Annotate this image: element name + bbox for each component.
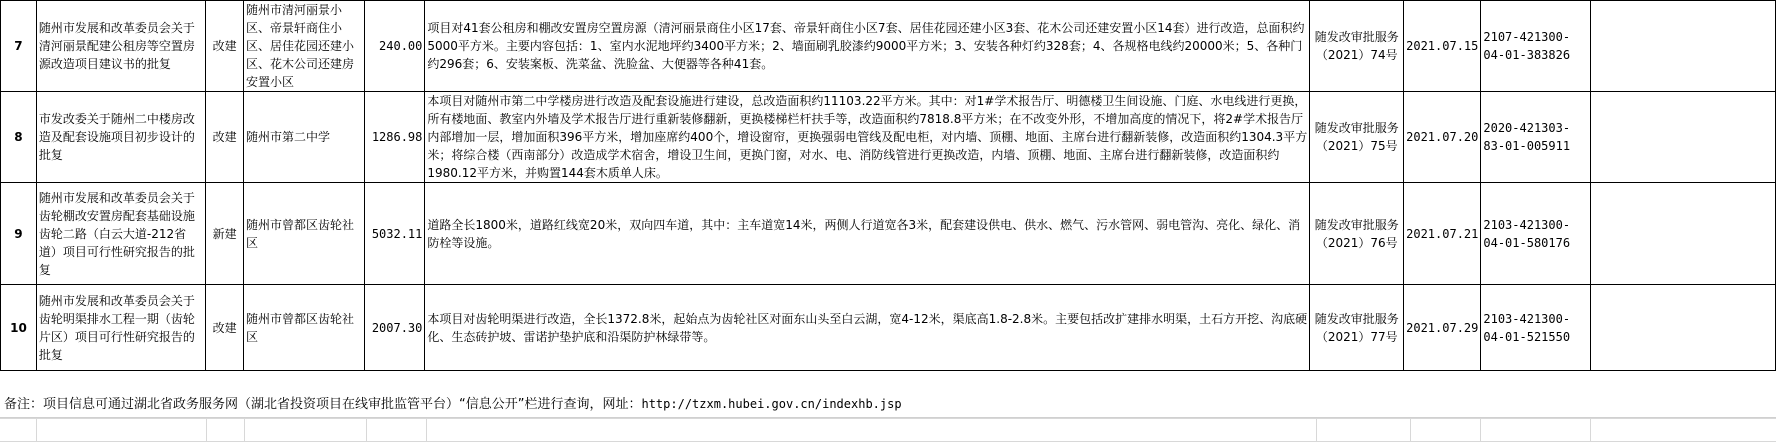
construction-type-cell[interactable]: 新建 (206, 183, 244, 285)
content-cell[interactable]: 本项目对齿轮明渠进行改造，全长1372.8米，起始点为齿轮社区对面东山头至白云湖，宽4-12米，渠底高1.8-2.8米。主要包括改扩建排水明渠，土石方开挖、沟底硬化、生态砖护坡、雷诺护垫护底和沿渠防护林绿带等。 (425, 285, 1310, 371)
row-number: 7 (1, 1, 37, 92)
sheet-gridline (36, 418, 37, 442)
sheet-gridline (1590, 418, 1591, 442)
project-code-cell[interactable]: 2103-421300-04-01-580176 (1481, 183, 1591, 285)
project-code-cell[interactable]: 2020-421303-83-01-005911 (1481, 92, 1591, 183)
table-row (1, 183, 1776, 285)
construction-type-cell[interactable]: 改建 (206, 1, 244, 92)
sheet-gridline (206, 418, 207, 442)
investment-cell[interactable]: 1286.98 (365, 92, 425, 183)
sheet-gridline (0, 418, 1776, 419)
content-cell[interactable]: 道路全长1800米，道路红线宽20米，双向四车道，其中：主车道宽14米，两侧人行道宽各3米，配套建设供电、供水、燃气、污水管网、弱电管沟、亮化、绿化、消防栓等设施。 (425, 183, 1310, 285)
empty-cell[interactable] (1591, 285, 1776, 371)
content-cell[interactable]: 项目对41套公租房和棚改安置房空置房源（清河丽景商住小区17套、帝景轩商住小区7套、居佳花园还建小区3套、花木公司还建安置小区14套）进行改造，总面积约5000平方米。主要内容包括：1、室内水泥地坪约3400平方米；2、墙面刷乳胶漆约9000平方米；3、安装各种灯约328套；4、各规格电线约20000米；5、各种门约296套；6、安装案板、洗菜盆、洗脸盆、大便器等各种41套。 (425, 1, 1310, 92)
table-row (1, 1, 1776, 92)
investment-cell[interactable]: 5032.11 (365, 183, 425, 285)
table-row (1, 92, 1776, 183)
project-name-cell[interactable]: 随州市发展和改革委员会关于清河丽景配建公租房等空置房源改造项目建议书的批复 (36, 1, 205, 92)
approval-date-cell[interactable]: 2021.07.29 (1404, 285, 1481, 371)
sheet-gridline (1410, 418, 1411, 442)
empty-cell[interactable] (1591, 183, 1776, 285)
remarks-url[interactable]: http://tzxm.hubei.gov.cn/indexhb.jsp (641, 397, 902, 411)
project-code-cell[interactable]: 2107-421300-04-01-383826 (1481, 1, 1591, 92)
project-name-cell[interactable]: 随州市发展和改革委员会关于齿轮棚改安置房配套基础设施齿轮二路（白云大道-212省道）项目可行性研究报告的批复 (36, 183, 205, 285)
project-name-cell[interactable]: 随州市发展和改革委员会关于齿轮明渠排水工程一期（齿轮片区）项目可行性研究报告的批复 (36, 285, 205, 371)
content-cell[interactable]: 本项目对随州市第二中学楼房进行改造及配套设施进行建设，总改造面积约11103.22平方米。其中：对1#学术报告厅、明德楼卫生间设施、门庭、水电线进行更换，所有楼地面、教室内外墙及学术报告厅进行重新装修翻新，更换楼梯栏杆扶手等，改造面积约7818.8平方米；在不改变外形，不增加高度的情况下，将2#学术报告厅内部增加一层，增加面积396平方米，增加座席约400个，增设窗帘，更换强弱电管线及配电柜，对内墙、顶棚、地面、主席台进行翻新装修，改造面积约1304.3平方米；将综合楼（西南部分）改造成学术宿舍，增设卫生间，更换门窗，对水、电、消防线管进行更换改造，内墙、顶棚、地面、主席台进行翻新装修，改造面积约1980.12平方米，并购置144套木质单人床。 (425, 92, 1310, 183)
sheet-gridline (244, 418, 245, 442)
location-cell[interactable]: 随州市曾都区齿轮社区 (244, 285, 365, 371)
project-name-cell[interactable]: 市发改委关于随州二中楼房改造及配套设施项目初步设计的批复 (36, 92, 205, 183)
location-cell[interactable]: 随州市曾都区齿轮社区 (244, 183, 365, 285)
row-number: 10 (1, 285, 37, 371)
remarks-text: 备注：项目信息可通过湖北省政务服务网（湖北省投资项目在线审批监管平台）“信息公开”栏进行查询，网址： (4, 397, 642, 412)
row-number: 8 (1, 92, 37, 183)
approval-date-cell[interactable]: 2021.07.20 (1404, 92, 1481, 183)
investment-cell[interactable]: 2007.30 (365, 285, 425, 371)
approval-date-cell[interactable]: 2021.07.21 (1404, 183, 1481, 285)
approval-doc-cell[interactable]: 随发改审批服务（2021）74号 (1310, 1, 1404, 92)
location-cell[interactable]: 随州市清河丽景小区、帝景轩商住小区、居佳花园还建小区、花木公司还建房安置小区 (244, 1, 365, 92)
investment-cell[interactable]: 240.00 (365, 1, 425, 92)
approval-date-cell[interactable]: 2021.07.15 (1404, 1, 1481, 92)
approval-doc-cell[interactable]: 随发改审批服务（2021）75号 (1310, 92, 1404, 183)
sheet-gridline (426, 418, 427, 442)
empty-cell[interactable] (1591, 1, 1776, 92)
construction-type-cell[interactable]: 改建 (206, 285, 244, 371)
row-number: 9 (1, 183, 37, 285)
approval-doc-cell[interactable]: 随发改审批服务（2021）76号 (1310, 183, 1404, 285)
project-code-cell[interactable]: 2103-421300-04-01-521550 (1481, 285, 1591, 371)
location-cell[interactable]: 随州市第二中学 (244, 92, 365, 183)
remarks-note[interactable] (0, 390, 1776, 418)
construction-type-cell[interactable]: 改建 (206, 92, 244, 183)
table-row (1, 285, 1776, 371)
empty-cell[interactable] (1591, 92, 1776, 183)
sheet-gridline (1480, 418, 1481, 442)
sheet-gridline (1316, 418, 1317, 442)
sheet-gridline (366, 418, 367, 442)
approval-doc-cell[interactable]: 随发改审批服务（2021）77号 (1310, 285, 1404, 371)
